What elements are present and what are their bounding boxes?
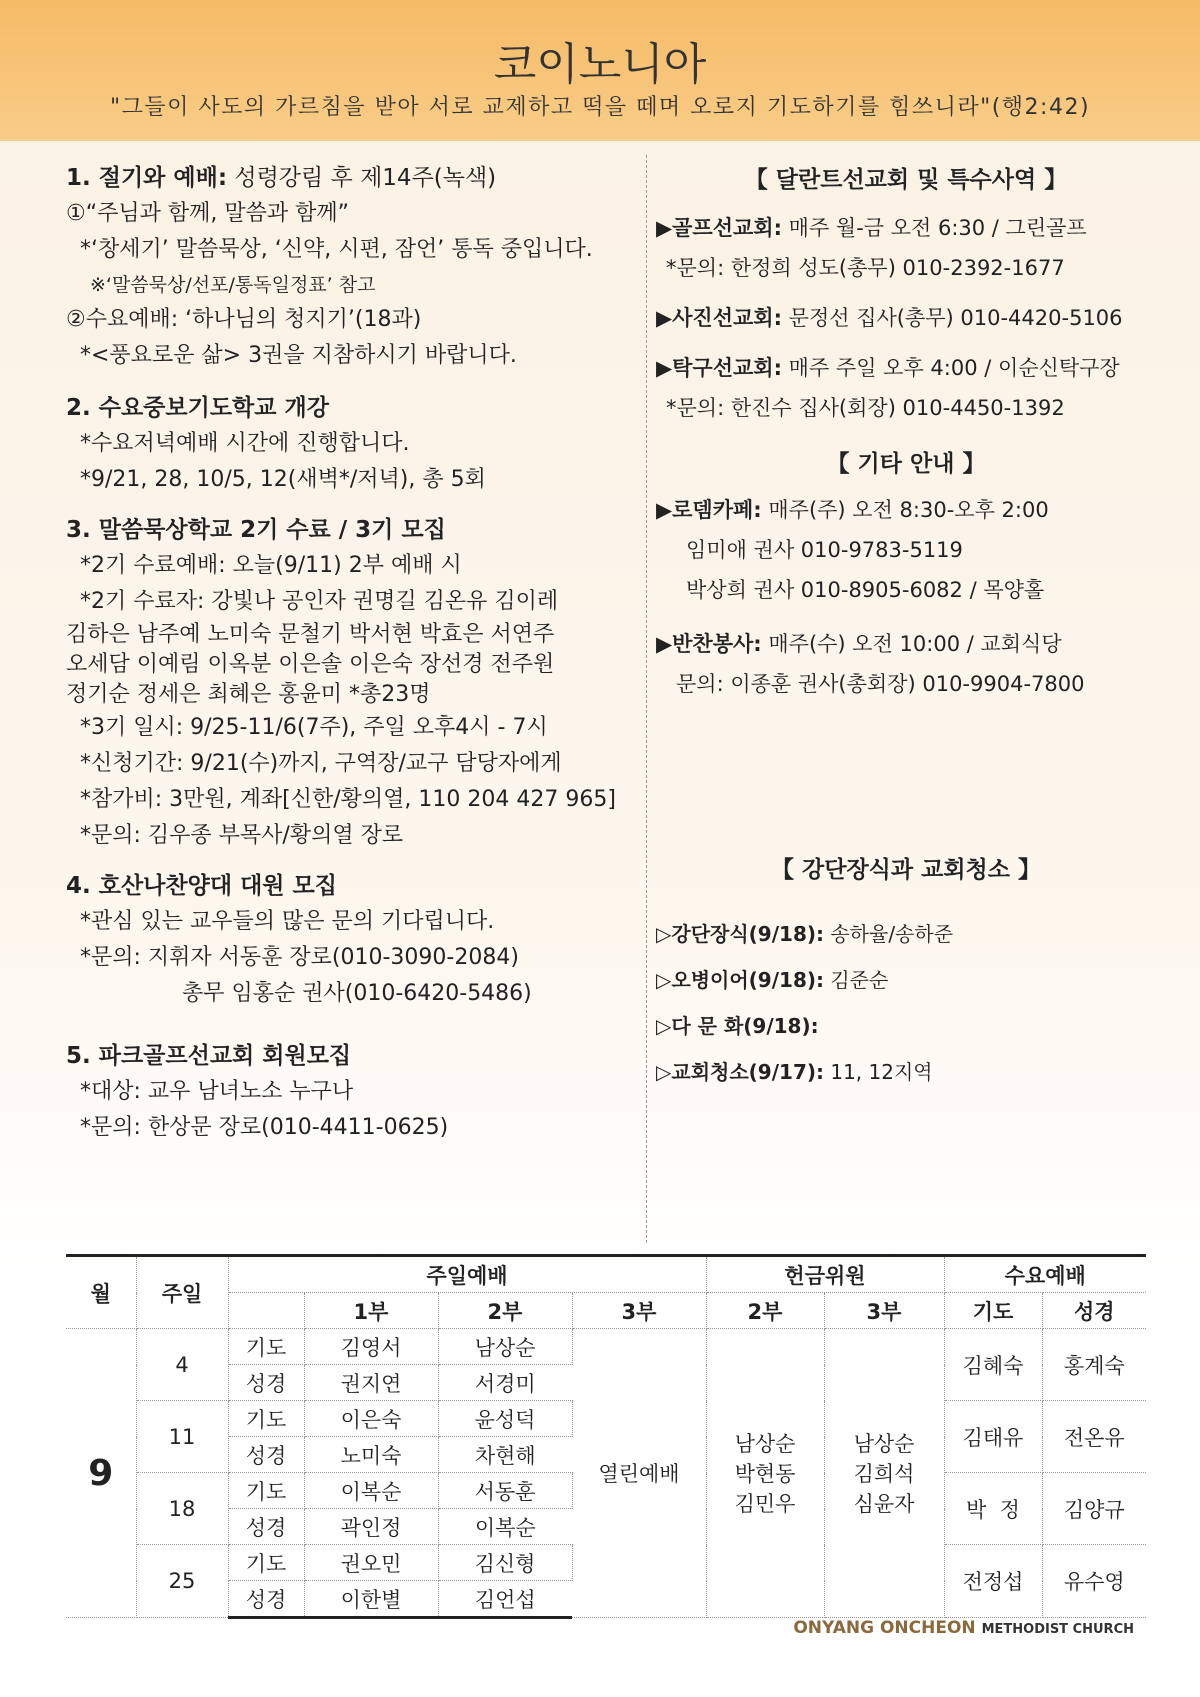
column-divider bbox=[646, 155, 647, 1243]
role-cell: 성경 bbox=[228, 1581, 304, 1618]
person-cell: 서경미 bbox=[438, 1365, 572, 1401]
person-cell: 차현해 bbox=[438, 1437, 572, 1473]
week-cell: 11 bbox=[136, 1401, 228, 1473]
text-line: *3기 일시: 9/25-11/6(7주), 주일 오후4시 - 7시 bbox=[80, 715, 548, 740]
left-column bbox=[66, 160, 636, 1146]
photo-mission: ▶사진선교회: 문정선 집사(총무) 010-4420-5106 bbox=[656, 306, 1123, 330]
text-line: ②수요예배: ‘하나님의 청지기’(18과) bbox=[66, 307, 422, 332]
person-cell: 김영서 bbox=[304, 1329, 438, 1365]
wed-prayer-cell: 김혜숙 bbox=[944, 1329, 1042, 1401]
text-line: *대상: 교우 남녀노소 누구나 bbox=[80, 1079, 354, 1104]
section-heading: 1. 절기와 예배: 성령강림 후 제14주(녹색) bbox=[66, 165, 497, 191]
week-cell: 25 bbox=[136, 1545, 228, 1618]
text-line: *<풍요로운 삶> 3권을 지참하시기 바랍니다. bbox=[80, 343, 517, 368]
wed-bible-cell: 홍계숙 bbox=[1042, 1329, 1146, 1401]
service-schedule-table bbox=[66, 1254, 1146, 1619]
text-line: *수요저녁예배 시간에 진행합니다. bbox=[80, 431, 410, 456]
header-third-service: 3부 bbox=[572, 1293, 706, 1329]
table-tennis-mission: ▶탁구선교회: 매주 주일 오후 4:00 / 이순신탁구장 bbox=[656, 356, 1120, 380]
section-prayer-school bbox=[66, 390, 636, 498]
header-week: 주일 bbox=[136, 1256, 228, 1329]
text-line: *2기 수료자: 강빛나 공인자 권명길 김온유 김이레 bbox=[80, 589, 559, 614]
header-offering-2: 2부 bbox=[706, 1293, 824, 1329]
week-cell: 4 bbox=[136, 1329, 228, 1401]
header-offering-3: 3부 bbox=[824, 1293, 944, 1329]
month-cell: 9 bbox=[66, 1329, 136, 1618]
role-cell: 성경 bbox=[228, 1509, 304, 1545]
cafe-contact: 임미애 권사 010-9783-5119 bbox=[686, 538, 963, 562]
header-offering: 헌금위원 bbox=[706, 1256, 944, 1293]
section-heading: 2. 수요중보기도학교 개강 bbox=[66, 395, 329, 421]
side-dish-info: ▶반찬봉사: 매주(수) 오전 10:00 / 교회식당 bbox=[656, 632, 1062, 656]
golf-mission: ▶골프선교회: 매주 월-금 오전 6:30 / 그린골프 bbox=[656, 216, 1087, 240]
text-line: *‘창세기’ 말씀묵상, ‘신약, 시편, 잠언’ 통독 중입니다. bbox=[80, 237, 593, 262]
header-banner bbox=[0, 0, 1200, 141]
person-cell: 권지연 bbox=[304, 1365, 438, 1401]
header-second-service: 2부 bbox=[438, 1293, 572, 1329]
person-cell: 김언섭 bbox=[438, 1581, 572, 1618]
role-cell: 기도 bbox=[228, 1473, 304, 1509]
name-list: 오세담 이예림 이옥분 이은솔 이은숙 장선경 전주원 bbox=[66, 652, 555, 677]
header-wed-bible: 성경 bbox=[1042, 1293, 1146, 1329]
wed-bible-cell: 유수영 bbox=[1042, 1545, 1146, 1618]
text-line: ※‘말씀묵상/선포/통독일정표’ 참고 bbox=[90, 274, 376, 296]
section-heading: 4. 호산나찬양대 대원 모집 bbox=[66, 873, 337, 899]
role-cell: 기도 bbox=[228, 1545, 304, 1581]
offering-2-cell: 남상순 박현동 김민우 bbox=[706, 1329, 824, 1618]
table-subheader-row bbox=[66, 1293, 1146, 1329]
role-cell: 기도 bbox=[228, 1329, 304, 1365]
header-wed-prayer: 기도 bbox=[944, 1293, 1042, 1329]
cafe-contact: 박상희 권사 010-8905-6082 / 목양홀 bbox=[686, 578, 1045, 602]
church-cleaning: ▷교회청소(9/17): 11, 12지역 bbox=[656, 1060, 933, 1084]
table-row bbox=[66, 1329, 1146, 1365]
golf-contact: *문의: 한정희 성도(총무) 010-2392-1677 bbox=[666, 256, 1065, 280]
name-list: 김하은 남주예 노미숙 문철기 박서현 박효은 서연주 bbox=[66, 622, 555, 647]
wed-prayer-cell: 박 정 bbox=[944, 1473, 1042, 1545]
text-line: *참가비: 3만원, 계좌[신한/황의열, 110 204 427 965] bbox=[80, 787, 616, 812]
table-tennis-contact: *문의: 한진수 집사(회장) 010-4450-1392 bbox=[666, 396, 1065, 420]
text-line: 총무 임홍순 권사(010-6420-5486) bbox=[182, 981, 532, 1006]
role-cell: 기도 bbox=[228, 1401, 304, 1437]
wed-bible-cell: 김양규 bbox=[1042, 1473, 1146, 1545]
role-cell: 성경 bbox=[228, 1365, 304, 1401]
altar-decoration: ▷강단장식(9/18): 송하율/송하준 bbox=[656, 922, 954, 946]
section-heading: 5. 파크골프선교회 회원모집 bbox=[66, 1043, 352, 1069]
section-liturgy bbox=[66, 160, 636, 374]
offering-3-cell: 남상순 김희석 심윤자 bbox=[824, 1329, 944, 1618]
church-logo-text: ONYANG ONCHEON METHODIST CHURCH bbox=[793, 1618, 1134, 1638]
header-month: 월 bbox=[66, 1256, 136, 1329]
section-heading-missions: 【 달란트선교회 및 특수사역 】 bbox=[744, 167, 1068, 193]
section-park-golf bbox=[66, 1038, 636, 1146]
text-line: *문의: 지휘자 서동훈 장로(010-3090-2084) bbox=[80, 945, 519, 970]
week-cell: 18 bbox=[136, 1473, 228, 1545]
section-meditation-school bbox=[66, 512, 636, 854]
side-dish-contact: 문의: 이종훈 권사(총회장) 010-9904-7800 bbox=[676, 672, 1085, 696]
wed-prayer-cell: 김태유 bbox=[944, 1401, 1042, 1473]
header-first-service: 1부 bbox=[304, 1293, 438, 1329]
section-heading-other: 【 기타 안내 】 bbox=[826, 451, 986, 477]
text-line: ①“주님과 함께, 말씀과 함께” bbox=[66, 201, 350, 226]
header-blank bbox=[228, 1293, 304, 1329]
header-wednesday-service: 수요예배 bbox=[944, 1256, 1146, 1293]
role-cell: 성경 bbox=[228, 1437, 304, 1473]
text-line: *2기 수료예배: 오늘(9/11) 2부 예배 시 bbox=[80, 553, 462, 578]
person-cell: 남상순 bbox=[438, 1329, 572, 1365]
person-cell: 곽인정 bbox=[304, 1509, 438, 1545]
header-verse: "그들이 사도의 가르침을 받아 서로 교제하고 떡을 떼며 오로지 기도하기를 힘쓰니라"(행2:42) bbox=[109, 95, 1091, 120]
text-line: *문의: 한상문 장로(010-4411-0625) bbox=[80, 1115, 449, 1140]
person-cell: 이은숙 bbox=[304, 1401, 438, 1437]
section-heading-altar: 【 강단장식과 교회청소 】 bbox=[771, 857, 1041, 883]
person-cell: 윤성덕 bbox=[438, 1401, 572, 1437]
text-line: *관심 있는 교우들의 많은 문의 기다립니다. bbox=[80, 909, 495, 934]
name-list: 정기순 정세은 최혜은 홍윤미 *총23명 bbox=[66, 682, 431, 707]
text-line: *문의: 김우종 부목사/황의열 장로 bbox=[80, 823, 404, 848]
person-cell: 노미숙 bbox=[304, 1437, 438, 1473]
cafe-info: ▶로뎀카페: 매주(주) 오전 8:30-오후 2:00 bbox=[656, 498, 1049, 522]
text-line: *9/21, 28, 10/5, 12(새벽*/저녁), 총 5회 bbox=[80, 467, 486, 492]
section-choir bbox=[66, 868, 636, 1012]
section-heading: 3. 말씀묵상학교 2기 수료 / 3기 모집 bbox=[66, 517, 446, 543]
right-column bbox=[656, 160, 1156, 1092]
wed-bible-cell: 전온유 bbox=[1042, 1401, 1146, 1473]
page-title: 코이노니아 bbox=[493, 39, 707, 90]
person-cell: 권오민 bbox=[304, 1545, 438, 1581]
five-loaves: ▷오병이어(9/18): 김준순 bbox=[656, 968, 889, 992]
person-cell: 이한별 bbox=[304, 1581, 438, 1618]
header-sunday-service: 주일예배 bbox=[228, 1256, 706, 1293]
person-cell: 이복순 bbox=[438, 1509, 572, 1545]
table-header-row bbox=[66, 1256, 1146, 1293]
third-service-cell: 열린예배 bbox=[572, 1329, 706, 1618]
person-cell: 서동훈 bbox=[438, 1473, 572, 1509]
person-cell: 이복순 bbox=[304, 1473, 438, 1509]
multicultural: ▷다 문 화(9/18): bbox=[656, 1014, 819, 1038]
person-cell: 김신형 bbox=[438, 1545, 572, 1581]
text-line: *신청기간: 9/21(수)까지, 구역장/교구 담당자에게 bbox=[80, 751, 562, 776]
wed-prayer-cell: 전정섭 bbox=[944, 1545, 1042, 1618]
